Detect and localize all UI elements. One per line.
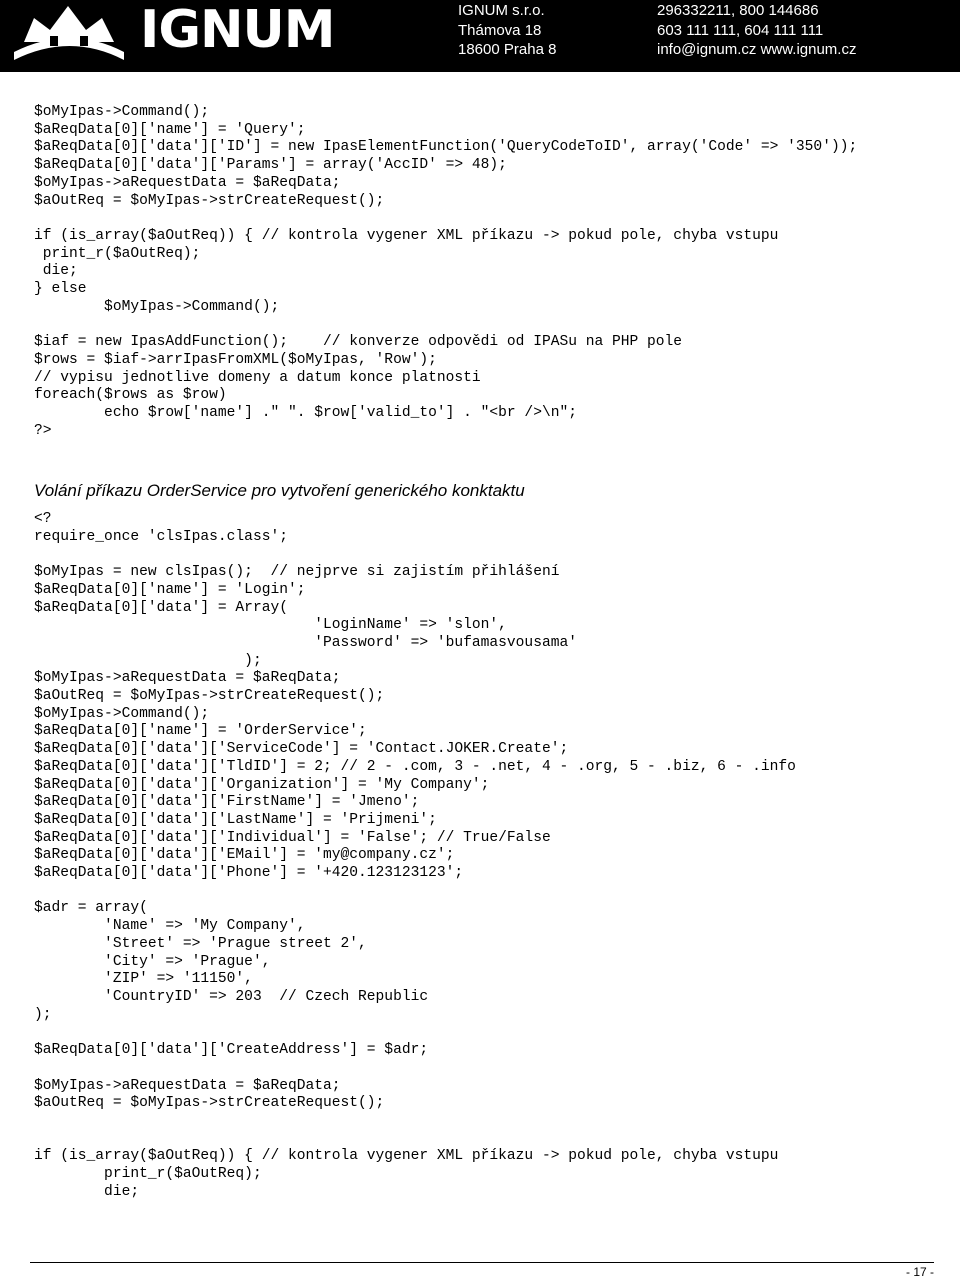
company-city: 18600 Praha 8 bbox=[458, 41, 557, 58]
footer-divider bbox=[30, 1262, 934, 1263]
ignum-logo-icon bbox=[10, 2, 128, 64]
code-block-order-service: <? require_once 'clsIpas.class'; $oMyIpas = new clsIpas(); // nejprve si zajistím přihlášení $aReqData[0]['name'] = 'Login'; $aReqData[0]['data'] = Array( 'LoginName' => 'slon', 'Password' => 'bufamasvousama' ); $oMyIpas->aRequestData = $aReqData; $aOutReq = $oMyIpas->strCreateRequest(); $oMyIpas->Command(); $aReqData[0]['name'] = 'OrderService'; $aReqData[0]['data']['ServiceCode'] = 'Contact.JOKER.Create'; $aReqData[0]['data']['TldID'] = 2; // 2 - .com, 3 - .net, 4 - .org, 5 - .biz, 6 - .info $aReqData[0]['data']['Organization'] = 'My Company'; $aReqData[0]['data']['FirstName'] = 'Jmeno'; $aReqData[0]['data']['LastName'] = 'Prijmeni'; $aReqData[0]['data']['Individual'] = 'False'; // True/False $aReqData[0]['data']['EMail'] = 'my@company.cz'; $aReqData[0]['data']['Phone'] = '+420.123123123'; $adr = array( 'Name' => 'My Company', 'Street' => 'Prague street 2', 'City' => 'Prague', 'ZIP' => '11150', 'CountryID' => 203 // Czech Republic ); $aReqData[0]['data']['CreateAddress'] = $adr; $oMyIpas->aRequestData = $aReqData; $aOutReq = $oMyIpas->strCreateRequest(); if (is_array($aOutReq)) { // kontrola vygener XML příkazu -> pokud pole, chyba vstupu print_r($aOutReq); die; bbox=[34, 511, 796, 1200]
company-street: Thámova 18 bbox=[458, 21, 542, 39]
company-address bbox=[458, 1, 556, 60]
letterhead bbox=[0, 0, 960, 72]
page-number: - 17 - bbox=[906, 1265, 935, 1279]
company-name: IGNUM s.r.o. bbox=[458, 2, 545, 19]
phone-line-2: 603 111 111, 604 111 111 bbox=[657, 21, 824, 39]
company-contacts bbox=[657, 1, 856, 60]
email-web: info@ignum.cz www.ignum.cz bbox=[657, 41, 857, 58]
section-heading: Volání příkazu OrderService pro vytvoření generického konktaktu bbox=[34, 481, 525, 500]
brand-name: IGNUM bbox=[140, 0, 335, 60]
code-block-query: $oMyIpas->Command(); $aReqData[0]['name'] = 'Query'; $aReqData[0]['data']['ID'] = new IpasElementFunction('QueryCodeToID', array('Code' => '350')); $aReqData[0]['data']['Params'] = array('AccID' => 48); $oMyIpas->aRequestData = $aReqData; $aOutReq = $oMyIpas->strCreateRequest(); if (is_array($aOutReq)) { // kontrola vygener XML příkazu -> pokud pole, chyba vstupu print_r($aOutReq); die; } else $oMyIpas->Command(); $iaf = new IpasAddFunction(); // konverze odpovědi od IPASu na PHP pole $rows = $iaf->arrIpasFromXML($oMyIpas, 'Row'); // vypisu jednotlive domeny a datum konce platnosti foreach($rows as $row) echo $row['name'] ." ". $row['valid_to'] . "<br />\n"; ?> bbox=[34, 104, 858, 439]
phone-line-1: 296332211, 800 144686 bbox=[657, 2, 819, 19]
